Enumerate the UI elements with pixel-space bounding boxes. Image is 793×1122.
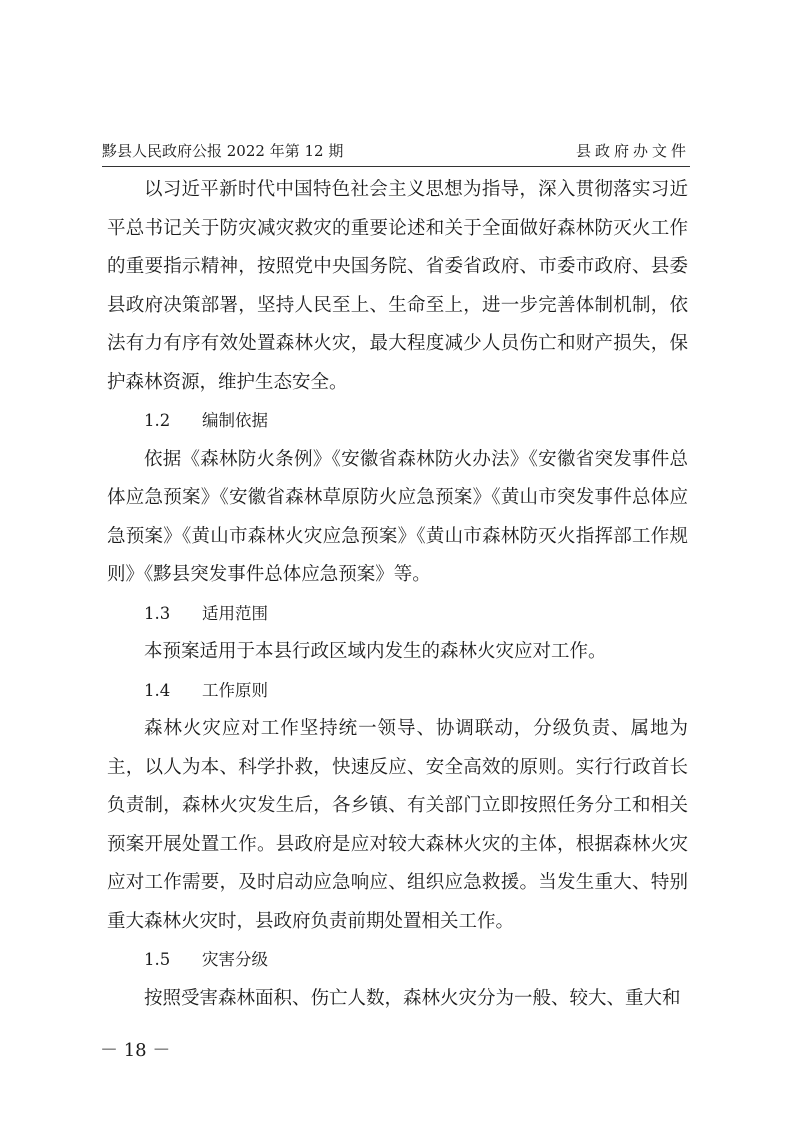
paragraph-working-principles: 森林火灾应对工作坚持统一领导、协调联动，分级负责、属地为主，以人为本、科学扑救，快速反应、安全高效的原则。实行行政首长负责制，森林火灾发生后，各乡镇、有关部门立即按照任务分工和相关预案开展处置工作。县政府是应对较大森林火灾的主体，根据森林火灾应对工作需要，及时启动应急响应、组织应急救援。当发生重大、特别重大森林火灾时，县政府负责前期处置相关工作。: [107, 718, 688, 932]
document-body: [107, 171, 688, 1018]
section-heading-1-5: [107, 941, 688, 980]
page-header: [102, 140, 690, 164]
document-category: 县政府办文件: [575, 142, 690, 160]
paragraph-disaster-grading: 按照受害森林面积、伤亡人数，森林火灾分为一般、较大、重大和: [144, 987, 681, 1009]
header-divider: [102, 166, 690, 167]
section-number: 1.5: [144, 950, 171, 969]
section-heading-1-3: [107, 595, 688, 634]
section-title: 编制依据: [202, 411, 268, 430]
gazette-title: 黟县人民政府公报 2022 年第 12 期: [102, 142, 344, 160]
section-number: 1.2: [144, 411, 171, 430]
section-title: 灾害分级: [202, 950, 268, 969]
paragraph-compilation-basis: 依据《森林防火条例》《安徽省森林防火办法》《安徽省突发事件总体应急预案》《安徽省森林草原防火应急预案》《黄山市突发事件总体应急预案》《黄山市森林火灾应急预案》《黄山市森林防灭火指挥部工作规则》《黟县突发事件总体应急预案》等。: [107, 448, 688, 585]
section-heading-1-2: [107, 402, 688, 441]
section-title: 适用范围: [202, 603, 268, 623]
page-number: － 18 －: [100, 1040, 171, 1061]
section-number: 1.3: [144, 603, 171, 623]
paragraph-scope: 本预案适用于本县行政区域内发生的森林火灾应对工作。: [144, 641, 607, 662]
section-number: 1.4: [144, 680, 171, 700]
paragraph-guiding-ideology: 以习近平新时代中国特色社会主义思想为指导，深入贯彻落实习近平总书记关于防灾减灾救灾的重要论述和关于全面做好森林防灭火工作的重要指示精神，按照党中央国务院、省委省政府、市委市政府、县委县政府决策部署，坚持人民至上、生命至上，进一步完善体制机制，依法有力有序有效处置森林火灾，最大程度减少人员伤亡和财产损失，保护森林资源，维护生态安全。: [107, 179, 688, 393]
section-heading-1-4: [107, 672, 688, 711]
section-title: 工作原则: [202, 680, 268, 700]
